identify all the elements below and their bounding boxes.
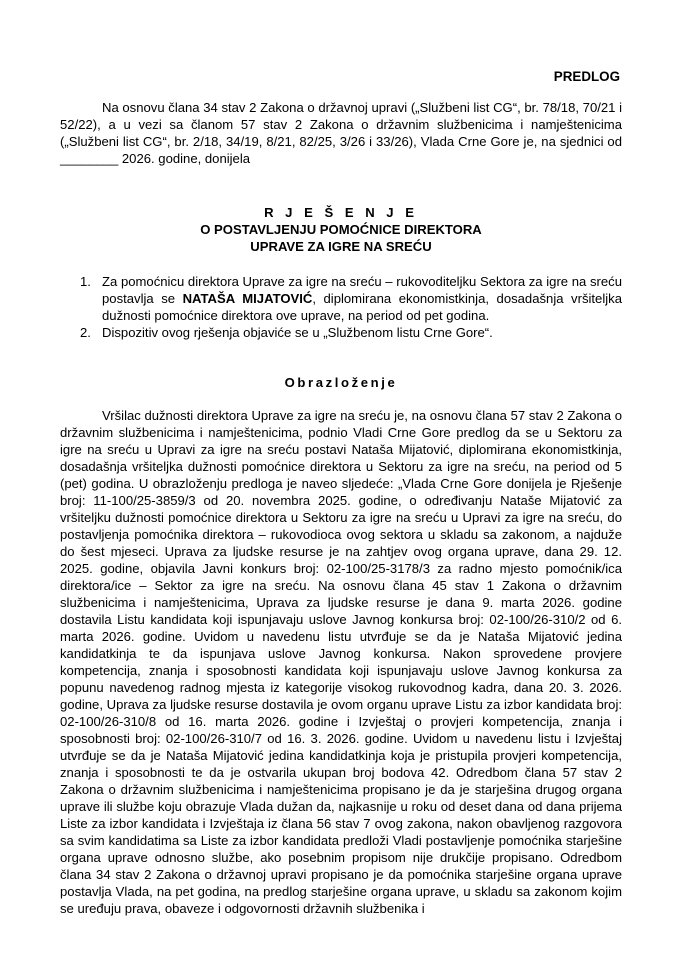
decision-item bbox=[60, 324, 622, 341]
decision-item bbox=[60, 273, 622, 324]
decision-items bbox=[60, 273, 622, 341]
item-number: 1. bbox=[80, 274, 91, 289]
intro-paragraph: Na osnovu člana 34 stav 2 Zakona o državnoj upravi („Službeni list CG“, br. 78/18, 70/21 i 52/22), a u vezi sa članom 57 stav 2 Zakona o državnim službenicima i namještenicima („Službeni list CG“, br. 2/18, 34/19, 8/21, 82/25, 3/26 i 33/26), Vlada Crne Gore je, na sjednici od ________ 2026. godine, donijela bbox=[60, 100, 622, 166]
appointee-name: NATAŠA MIJATOVIĆ bbox=[182, 291, 313, 306]
item-text-before: Za pomoćnicu direktora Uprave za igre na sreću – rukovoditeljku Sektora za igre na sreću postavlja se bbox=[102, 274, 622, 306]
decision-title-line1: R J E Š E N J E bbox=[264, 205, 418, 220]
decision-title-line3: UPRAVE ZA IGRE NA SREĆU bbox=[250, 239, 432, 254]
reasoning-title: Obrazloženje bbox=[284, 375, 398, 390]
item-text: Dispozitiv ovog rješenja objaviće se u „Službenom listu Crne Gore“. bbox=[102, 325, 493, 340]
item-number: 2. bbox=[80, 325, 91, 340]
decision-title-line2: O POSTAVLJENJU POMOĆNICE DIREKTORA bbox=[200, 222, 482, 237]
item-text-after: , diplomirana ekonomistkinja, dosadašnja vršiteljka dužnosti pomoćnice direktora ove uprave, na period od pet godina. bbox=[102, 291, 622, 323]
decision-title bbox=[60, 204, 622, 255]
reasoning-paragraph: Vršilac dužnosti direktora Uprave za igre na sreću je, na osnovu člana 57 stav 2 Zakona o državnim službenicima i namještenicima, podnio Vladi Crne Gore predlog da se u Sektoru za igre na sreću u Upravi za igre na sreću postavi Nataša Mijatović, diplomirana ekonomistkinja, dosadašnja vršiteljka dužnosti pomoćnice direktora u Sektoru za igre na sreću, na period od 5 (pet) godina. U obrazloženju predloga je naveo sljedeće: „Vlada Crne Gore donijela je Rješenje broj: 11-100/25-3859/3 od 20. novembra 2025. godine, o određivanju Nataše Mijatović za vršiteljku dužnosti pomoćnice direktora u Sektoru za igre na sreću u Upravi za igre na sreću, do postavljenja pomoćnika direktora – rukovodioca ovog sektora u skladu sa zakonom, a najduže do šest mjeseci. Uprava za ljudske resurse je na zahtjev ovog organa uprave, dana 29. 12. 2025. godine, objavila Javni konkurs broj: 02-100/25-3178/3 za radno mjesto pomoćnik/ica direktora/ice – Sektor za igre na sreću. Na osnovu člana 45 stav 1 Zakona o državnim službenicima i namještenicima, Uprava za ljudske resurse je dana 9. marta 2026. godine dostavila Listu kandidata koji ispunjavaju uslove Javnog konkursa broj: 02-100/26-310/2 od 6. marta 2026. godine. Uvidom u navedenu listu utvrđuje se da je Nataša Mijatović jedina kandidatkinja te da ispunjava uslove Javnog konkursa. Nakon sprovedene provjere kompetencija, znanja i sposobnosti kandidata koji ispunjavaju uslove Javnog konkursa za popunu navedenog radnog mjesta iz kategorije visokog rukovodnog kadra, dana 20. 3. 2026. godine, Uprava za ljudske resurse dostavila je ovom organu uprave Listu za izbor kandidata broj: 02-100/26-310/8 od 16. marta 2026. godine i Izvještaj o provjeri kompetencija, znanja i sposobnosti broj: 02-100/26-310/7 od 16. 3. 2026. godine. Uvidom u navedenu listu i Izvještaj utvrđuje se da je Nataša Mijatović jedina kandidatkinja koja je pristupila provjeri kompetencija, znanja i sposobnosti te da je ostvarila ukupan broj bodova 42. Odredbom člana 57 stav 2 Zakona o državnim službenicima i namještenicima propisano je da je starješina drugog organa uprave ili službe koju obrazuje Vlada dužan da, najkasnije u roku od deset dana od dana prijema Liste za izbor kandidata i Izvještaja iz člana 56 stav 7 ovog zakona, nakon obavljenog razgovora sa svim kandidatima sa Liste za izbor kandidata predloži Vladi postavljenje pomoćnika starješine organa uprave odnosno službe, ako posebnim propisom nije drukčije propisano. Odredbom člana 34 stav 2 Zakona o državnoj upravi propisano je da pomoćnika starješine organa uprave postavlja Vlada, na pet godina, na predlog starješine organa uprave, u skladu sa zakonom kojim se uređuju prava, obaveze i odgovornosti državnih službenika i bbox=[60, 408, 622, 916]
predlog-label: PREDLOG bbox=[553, 69, 620, 84]
